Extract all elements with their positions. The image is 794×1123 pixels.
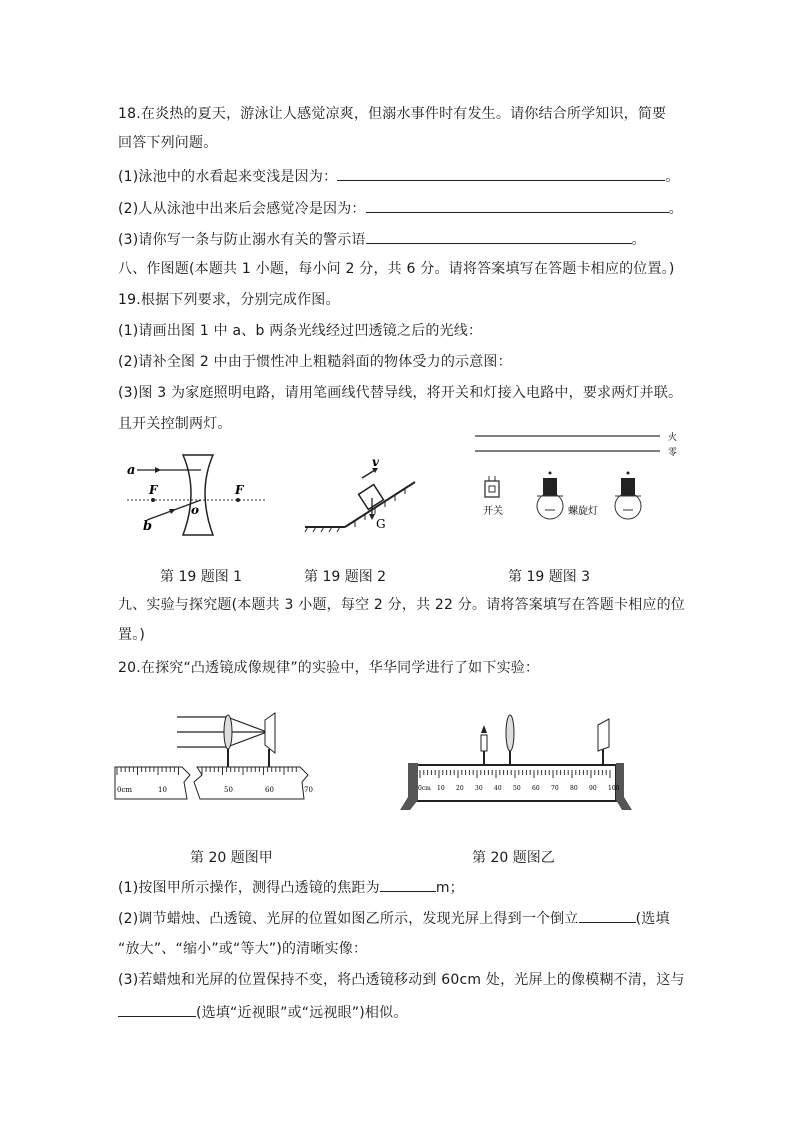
q19-sub2: (2)请补全图 2 中由于惯性冲上粗糙斜面的物体受力的示意图： [118, 354, 512, 370]
arrow-icon [369, 514, 375, 520]
tick-label: 50 [224, 786, 233, 794]
q20-answer3-blank[interactable] [118, 1002, 196, 1017]
lamp-icon [537, 472, 563, 520]
label-a: a [127, 463, 136, 478]
tick-label: 100 [608, 785, 620, 792]
figure-19-1-concave-lens [125, 450, 270, 545]
period: 。 [668, 201, 683, 217]
q20-sub1-text: (1)按图甲所示操作，测得凸透镜的焦距为 [118, 880, 380, 896]
arrow-icon [155, 467, 161, 473]
tick-label: 90 [589, 785, 597, 792]
q19-sub3-line2: 且开关控制两灯。 [118, 416, 232, 432]
switch-icon [485, 476, 499, 497]
figure-19-3-circuit [465, 428, 685, 528]
q20-sub3-hint: (选填“近视眼”或“远视眼”)相似。 [196, 1005, 408, 1021]
caption-19-2: 第 19 题图 2 [304, 569, 387, 585]
q20-answer1-blank[interactable] [380, 877, 436, 892]
tick-label: 30 [475, 785, 483, 792]
q19-sub3-line1: (3)图 3 为家庭照明电路，请用笔画线代替导线，将开关和灯接入电路中，要求两灯并联。 [118, 385, 683, 401]
label-g: G [376, 517, 386, 531]
tick-label: 40 [494, 785, 502, 792]
flame-icon [481, 725, 487, 733]
q19-sub1: (1)请画出图 1 中 a、b 两条光线经过凹透镜之后的光线： [118, 323, 483, 339]
tick-label: 60 [265, 786, 274, 794]
q18-stem-line2: 回答下列问题。 [118, 135, 218, 151]
velocity-arrow [362, 470, 375, 478]
q18-answer1-blank[interactable] [337, 166, 665, 181]
q18-stem-line1: 18.在炎热的夏天，游泳让人感觉凉爽，但溺水事件时有发生。请你结合所学知识，简要 [118, 106, 667, 122]
tick-label: 0cm [117, 786, 133, 794]
tick-label: 10 [437, 785, 445, 792]
label-v: v [372, 455, 379, 469]
screen [598, 719, 609, 751]
figure-20-a [112, 705, 332, 805]
label-b: b [143, 519, 153, 534]
q18-sub3 [118, 229, 646, 249]
screen [265, 713, 275, 753]
convex-lens [506, 715, 514, 751]
convex-lens [224, 715, 232, 749]
caption-19-3: 第 19 题图 3 [508, 569, 591, 585]
q20-answer2-blank[interactable] [579, 908, 636, 923]
section8-heading: 八、作图题(本题共 1 小题，每小问 2 分，共 6 分。请将答案填写在答题卡相应的位置。) [118, 261, 675, 277]
q20-sub2-hint: (选填 [635, 911, 670, 927]
label-lamp: 螺旋灯 [568, 506, 598, 517]
q20-sub1 [118, 877, 464, 897]
tick-label: 20 [456, 785, 464, 792]
q20-sub2-text: (2)调节蜡烛、凸透镜、光屏的位置如图乙所示，发现光屏上得到一个倒立 [118, 911, 579, 927]
q20-sub2-line2: “放大”、“缩小”或“等大”)的清晰实像： [118, 941, 368, 957]
period: 。 [665, 169, 680, 185]
label-live: 火 [668, 433, 678, 443]
concave-lens [183, 455, 213, 535]
unit-text: m； [435, 880, 464, 896]
period: 。 [631, 232, 646, 248]
figure-20-b [380, 705, 620, 815]
focus-point-right [236, 498, 240, 502]
q20-sub3 [118, 1002, 408, 1022]
figure-19-2-incline [300, 450, 420, 540]
tick-label: 80 [570, 785, 578, 792]
q18-sub1-text: (1)泳池中的水看起来变浅是因为： [118, 169, 338, 185]
label-o: o [191, 503, 200, 517]
lamp-icon [615, 472, 641, 520]
tick-label: 0cm [418, 785, 431, 792]
tick-label: 70 [304, 786, 313, 794]
tick-label: 70 [551, 785, 559, 792]
focus-point-left [151, 498, 155, 502]
label-neutral: 零 [668, 448, 678, 458]
bench-leg [400, 763, 418, 810]
q18-sub2 [118, 198, 683, 218]
q18-sub3-text: (3)请你写一条与防止溺水有关的警示语 [118, 232, 366, 248]
tick-label: 10 [158, 786, 167, 794]
q20-sub3-line1: (3)若蜡烛和光屏的位置保持不变，将凸透镜移动到 60cm 处，光屏上的像模糊不清，这与 [118, 972, 685, 988]
q18-answer3-blank[interactable] [366, 229, 632, 244]
q19-stem: 19.根据下列要求，分别完成作图。 [118, 292, 340, 308]
q18-answer2-blank[interactable] [366, 198, 669, 213]
section9-heading-line1: 九、实验与探究题(本题共 3 小题，每空 2 分，共 22 分。请将答案填写在答题卡相应的位 [118, 597, 685, 613]
tick-label: 60 [532, 785, 540, 792]
q20-stem: 20.在探究“凸透镜成像规律”的实验中，华华同学进行了如下实验： [118, 660, 540, 676]
q20-sub2 [118, 908, 670, 928]
label-f-left: F [149, 483, 158, 497]
caption-20-b: 第 20 题图乙 [472, 850, 555, 866]
q18-sub2-text: (2)人从泳池中出来后会感觉冷是因为： [118, 201, 366, 217]
tick-label: 50 [513, 785, 521, 792]
label-switch: 开关 [483, 506, 503, 517]
caption-20-a: 第 20 题图甲 [190, 850, 273, 866]
optical-bench [416, 765, 616, 801]
caption-19-1: 第 19 题图 1 [160, 569, 243, 585]
section9-heading-line2: 置。) [118, 627, 146, 643]
label-f-right: F [235, 483, 244, 497]
q18-sub1 [118, 166, 679, 186]
arrow-icon [169, 509, 176, 514]
candle [481, 735, 487, 751]
